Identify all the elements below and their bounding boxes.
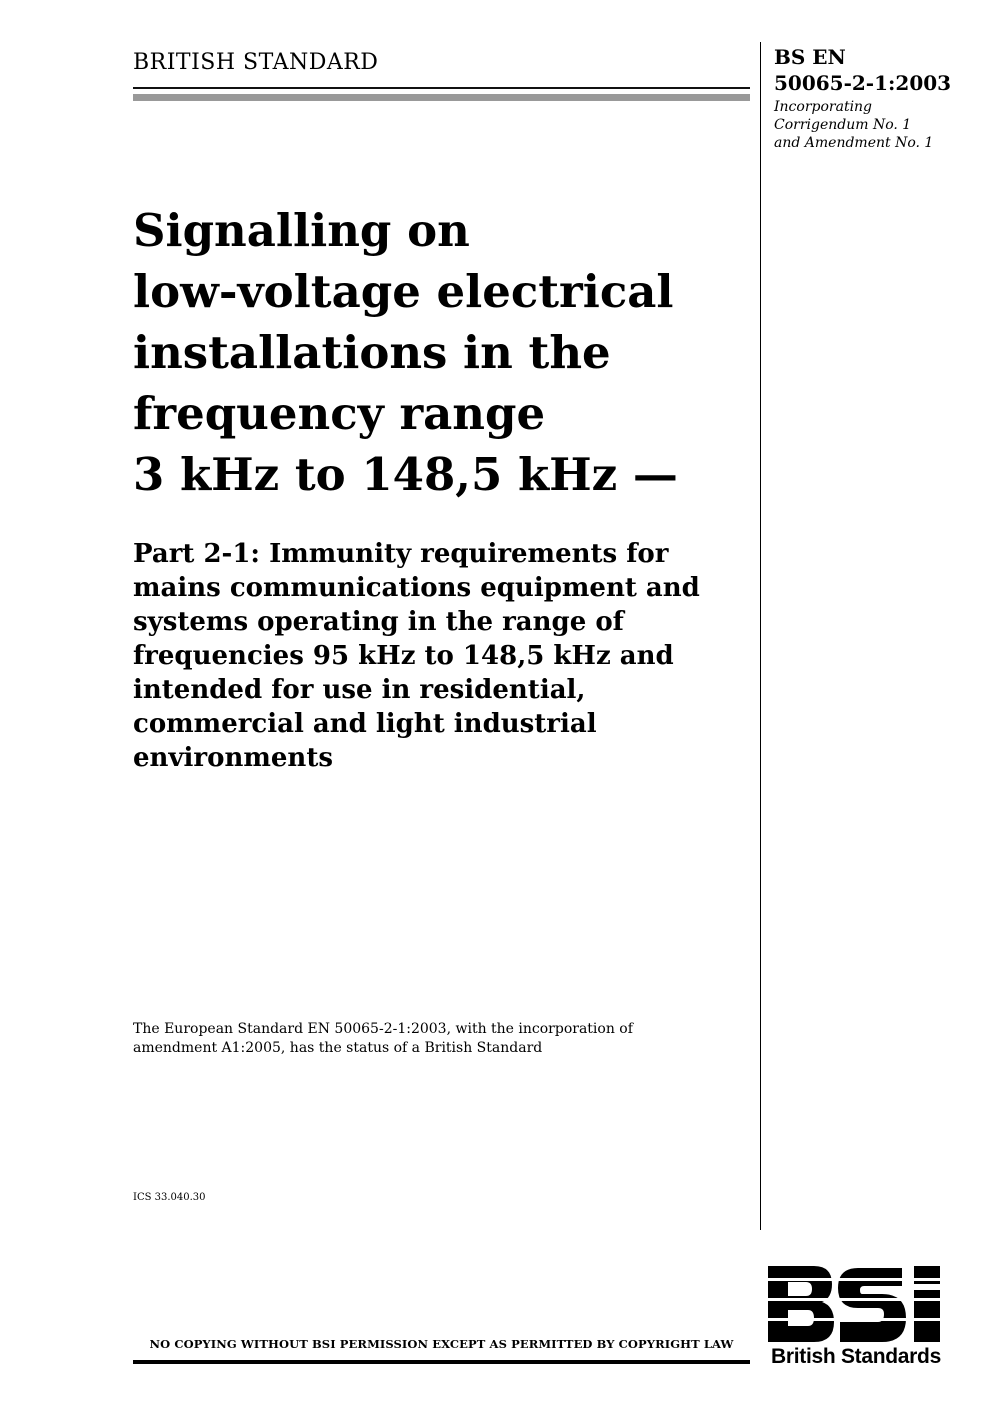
ics-code: ICS 33.040.30 [133, 1192, 206, 1203]
subtitle-line: systems operating in the range of [133, 607, 624, 637]
incorporating-line: and Amendment No. 1 [774, 135, 934, 151]
title-line: Signalling on [133, 204, 470, 257]
subtitle-line: commercial and light industrial [133, 709, 597, 739]
title-line: installations in the [133, 326, 611, 379]
standard-number-line2: 50065-2-1:2003 [774, 71, 952, 95]
subtitle-line: mains communications equipment and [133, 573, 700, 603]
title-line: low-voltage electrical [133, 265, 674, 318]
status-line: amendment A1:2005, has the status of a British Standard [133, 1040, 543, 1056]
header-rule [133, 87, 750, 89]
logo-label: British Standards [771, 1345, 941, 1368]
logo-letter-b [768, 1266, 834, 1342]
incorporating-line: Corrigendum No. 1 [774, 117, 912, 133]
brand-label: BRITISH STANDARD [133, 50, 379, 75]
status-statement [133, 1020, 713, 1058]
document-subtitle [133, 537, 753, 775]
subtitle-line: intended for use in residential, [133, 675, 586, 705]
incorporating-note [774, 98, 974, 152]
subtitle-line: frequencies 95 kHz to 148,5 kHz and [133, 641, 674, 671]
copyright-notice: NO COPYING WITHOUT BSI PERMISSION EXCEPT AS PERMITTED BY COPYRIGHT LAW [149, 1337, 734, 1351]
footer-rule [133, 1360, 750, 1364]
title-line: frequency range [133, 387, 546, 440]
title-line: 3 kHz to 148,5 kHz — [133, 448, 678, 501]
subtitle-line: Part 2-1: Immunity requirements for [133, 539, 669, 569]
standard-number-line1: BS EN [774, 45, 846, 69]
status-line: The European Standard EN 50065-2-1:2003, with the incorporation of [133, 1021, 633, 1037]
column-divider [760, 42, 761, 1230]
logo-letter-i-stem [914, 1290, 940, 1342]
standard-number [774, 44, 974, 96]
subtitle-line: environments [133, 743, 333, 773]
header-bar [133, 94, 750, 101]
logo-letter-i-dot [914, 1266, 940, 1284]
incorporating-line: Incorporating [774, 99, 873, 115]
document-title [133, 200, 753, 505]
